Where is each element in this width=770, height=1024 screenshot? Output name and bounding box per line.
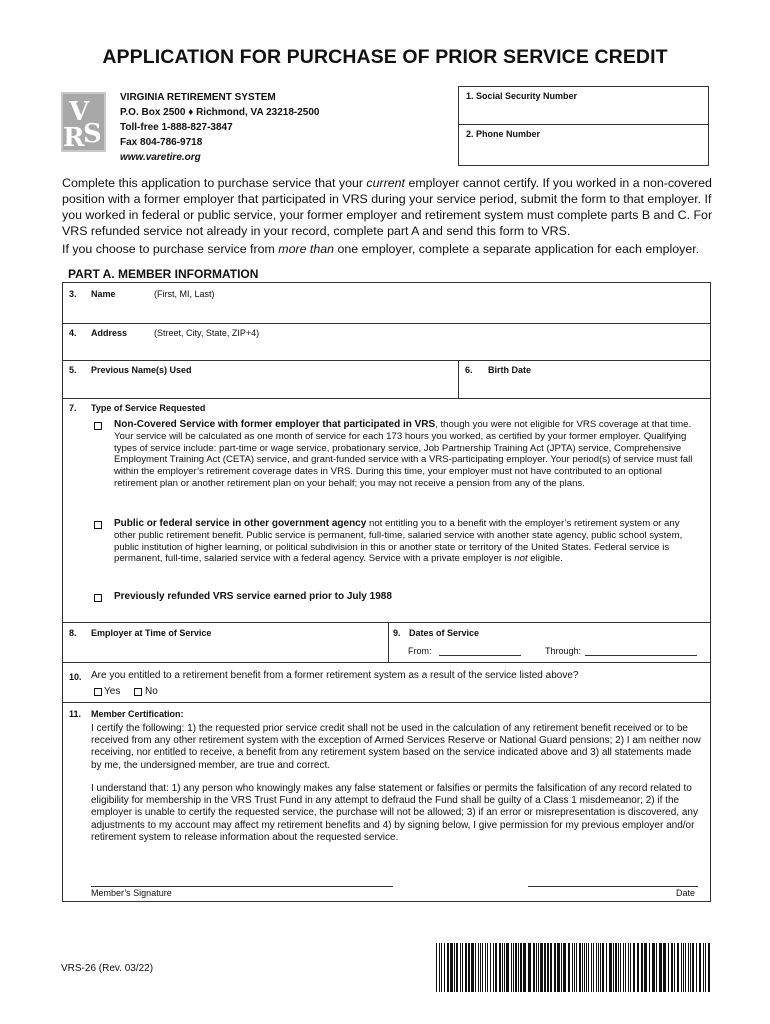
name-field[interactable] bbox=[63, 283, 710, 323]
phone-field[interactable] bbox=[459, 125, 708, 165]
member-signature-input[interactable] bbox=[91, 886, 393, 887]
org-fax: Fax 804-786-9718 bbox=[120, 137, 203, 148]
name-label: Name bbox=[91, 289, 116, 299]
birth-date-label: Birth Date bbox=[488, 365, 532, 375]
birth-date-field[interactable] bbox=[458, 360, 712, 398]
intro-note bbox=[62, 241, 722, 257]
org-tollfree: Toll-free 1-888-827-3847 bbox=[120, 122, 233, 133]
noncovered-checkbox[interactable] bbox=[94, 422, 102, 430]
noncovered-title: Non-Covered Service with former employer that participated in VRS bbox=[114, 419, 436, 430]
from-label: From: bbox=[408, 646, 432, 656]
part-a-form bbox=[62, 282, 711, 902]
entitled-question: Are you entitled to a retirement benefit from a former retirement system as a result of the service listed above? bbox=[91, 670, 579, 681]
member-signature-label: Member’s Signature bbox=[91, 888, 172, 898]
prev-names-num: 5. bbox=[69, 365, 77, 375]
org-address: P.O. Box 2500 ♦ Richmond, VA 23218-2500 bbox=[120, 107, 320, 118]
intro-text-a: Complete this application to purchase service that your bbox=[62, 176, 367, 190]
svg-text:R: R bbox=[63, 123, 85, 152]
through-date-input[interactable] bbox=[585, 655, 697, 656]
employer-field[interactable] bbox=[63, 622, 388, 662]
dates-label: Dates of Service bbox=[409, 628, 480, 638]
divider bbox=[63, 662, 710, 663]
divider bbox=[63, 398, 710, 399]
intro-paragraph bbox=[62, 175, 714, 239]
refunded-option bbox=[114, 591, 704, 603]
certification-label: Member Certification: bbox=[91, 709, 184, 719]
organization-info bbox=[120, 90, 319, 165]
form-title: APPLICATION FOR PURCHASE OF PRIOR SERVICE CREDIT bbox=[102, 46, 668, 68]
entitled-num: 10. bbox=[69, 672, 82, 682]
address-label: Address bbox=[91, 328, 128, 338]
employer-num: 8. bbox=[69, 628, 77, 638]
birth-date-num: 6. bbox=[465, 365, 473, 375]
part-a-heading: PART A. MEMBER INFORMATION bbox=[68, 267, 259, 281]
org-name: VIRGINIA RETIREMENT SYSTEM bbox=[120, 92, 276, 103]
previous-names-field[interactable] bbox=[63, 360, 458, 398]
refunded-checkbox[interactable] bbox=[94, 594, 102, 602]
vrs-logo bbox=[61, 92, 106, 152]
public-federal-description-end: eligible. bbox=[527, 553, 563, 565]
public-federal-description: not entitling you to a benefit with the employer’s retirement system or any other public retirement benefit. Public service is permanent, full-time, salaried service with another state agency, public school system, public institution of higher learning, or political subdivision in this or another state or territory of the United States. Federal service is permanent, full-time, salaried service with a federal agency. Service with a private employer is bbox=[114, 518, 683, 565]
signature-date-label: Date bbox=[676, 888, 696, 898]
ssn-field[interactable] bbox=[459, 87, 708, 125]
org-website: www.varetire.org bbox=[120, 152, 201, 163]
noncovered-description: , though you were not eligible for VRS coverage at that time. Your service will be calculated as one month of service for each 173 hours you worked, as certified by your former employer. Qualifying types of service include: part-time or wage service, probationary service, Job Partnership Training Act (JPTA) service, Comprehensive Employment Training Act (CETA) service, and grant-funded service with a VRS-participating employer. Your period(s) of service must fall within the employer’s retirement coverage dates in VRS. During this time, your employer must not have contributed to an optional retirement plan or another retirement plan on your behalf; you may not receive a pension from any of the plans. bbox=[114, 419, 693, 489]
entitled-yes-label: Yes bbox=[104, 686, 121, 697]
through-label: Through: bbox=[545, 646, 582, 656]
public-federal-title: Public or federal service in other government agency bbox=[114, 518, 367, 529]
phone-label: 2. Phone Number bbox=[466, 129, 541, 139]
barcode bbox=[436, 943, 712, 992]
intro-note-b: one employer, complete a separate application for each employer. bbox=[334, 242, 700, 256]
intro-note-a: If you choose to purchase service from bbox=[62, 242, 279, 256]
entitled-yes-checkbox[interactable] bbox=[94, 688, 102, 696]
intro-text-b: employer cannot certify. If you worked in a non-covered position with a former employer that participated in VRS during your service period, submit the form to that employer. If you worked in federal or public service, your former employer and retirement system must complete parts B and C. For VRS refunded service not already in your record, complete part A and send this form to VRS. bbox=[62, 176, 713, 238]
service-type-num: 7. bbox=[69, 403, 77, 413]
certification-num: 11. bbox=[69, 709, 82, 719]
form-id: VRS-26 (Rev. 03/22) bbox=[61, 963, 154, 974]
signature-date-input[interactable] bbox=[528, 886, 698, 887]
svg-text:V: V bbox=[69, 97, 90, 127]
refunded-title: Previously refunded VRS service earned prior to July 1988 bbox=[114, 591, 392, 602]
from-date-input[interactable] bbox=[439, 655, 521, 656]
entitled-no-checkbox[interactable] bbox=[134, 688, 142, 696]
entitled-no-label: No bbox=[145, 686, 158, 697]
public-federal-option bbox=[114, 518, 704, 565]
dates-num: 9. bbox=[393, 628, 401, 638]
noncovered-option bbox=[114, 419, 704, 490]
public-federal-emphasis: not bbox=[514, 553, 528, 565]
service-type-label: Type of Service Requested bbox=[91, 403, 206, 413]
name-num: 3. bbox=[69, 289, 77, 299]
divider bbox=[63, 702, 710, 703]
public-federal-checkbox[interactable] bbox=[94, 521, 102, 529]
dates-of-service bbox=[388, 622, 712, 662]
address-num: 4. bbox=[69, 328, 77, 338]
svg-text:S: S bbox=[83, 119, 102, 149]
ssn-label: 1. Social Security Number bbox=[466, 91, 578, 101]
intro-note-emphasis: more than bbox=[278, 242, 335, 256]
certification-understanding: I understand that: 1) any person who knowingly makes any false statement or falsifies or permits the falsification of any record related to eligibility for membership in the VRS Trust Fund in any attempt to defraud the Fund shall be guilty of a Class 1 misdemeanor; 2) if the employer is unable to certify the requested service, the purchase will not be allowed; 3) if an error or misrepresentation is discovered, any adjustments to my account may affect my retirement benefits and 4) by signing below, I give permission for my previous employer and/or retirement system to release information about the requested service. bbox=[91, 783, 698, 843]
employer-label: Employer at Time of Service bbox=[91, 628, 212, 638]
address-hint: (Street, City, State, ZIP+4) bbox=[154, 328, 260, 338]
certification-statement: I certify the following: 1) the requested prior service credit shall not be used in the calculation of any retirement benefit received or to be received from any other retirement system with the exception of Armed Services Reserve or National Guard pensions; 2) I am neither now receiving, nor entitled to receive, a benefit from any retirement system based on the service indicated above and 3) all statements made by me, the undersigned member, are true and correct. bbox=[91, 723, 701, 771]
address-field[interactable] bbox=[63, 323, 710, 360]
name-hint: (First, MI, Last) bbox=[154, 289, 215, 299]
id-box bbox=[458, 86, 709, 166]
prev-names-label: Previous Name(s) Used bbox=[91, 365, 192, 375]
intro-emphasis: current bbox=[366, 176, 405, 190]
